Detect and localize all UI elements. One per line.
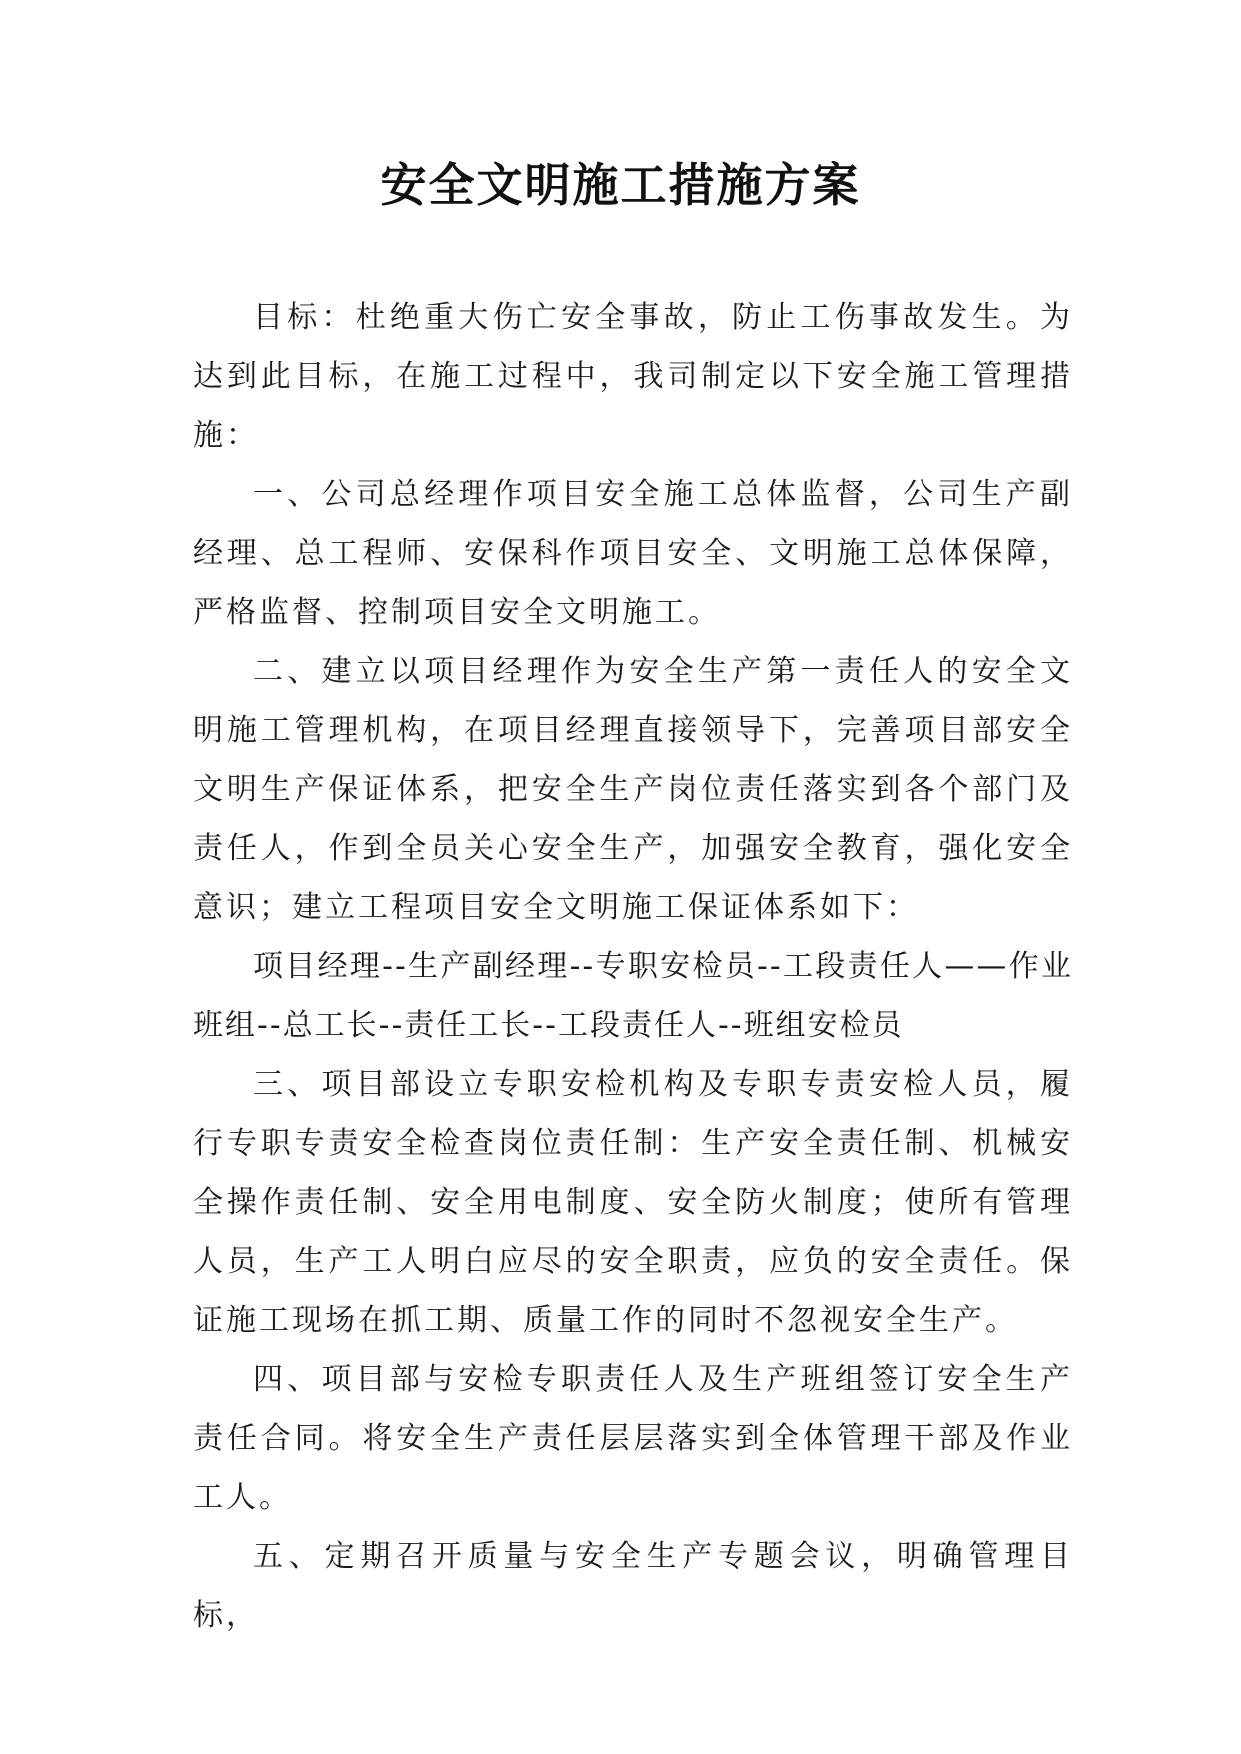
paragraph-item-2: 二、建立以项目经理作为安全生产第一责任人的安全文明施工管理机构，在项目经理直接领导下，完善项目部安全文明生产保证体系，把安全生产岗位责任落实到各个部门及责任人，作到全员关心安全生产，加强安全教育，强化安全意识；建立工程项目安全文明施工保证体系如下：	[193, 654, 1073, 925]
paragraph-responsibility-chain: 项目经理--生产副经理--专职安检员--工段责任人——作业班组--总工长--责任工长--工段责任人--班组安检员	[193, 949, 1073, 1043]
document-title: 安全文明施工措施方案	[380, 158, 861, 212]
paragraph-item-4: 四、项目部与安检专职责任人及生产班组签订安全生产责任合同。将安全生产责任层层落实到全体管理干部及作业工人。	[193, 1362, 1073, 1515]
document-body	[193, 288, 1073, 1645]
paragraph-item-1: 一、公司总经理作项目安全施工总体监督，公司生产副经理、总工程师、安保科作项目安全、文明施工总体保障，严格监督、控制项目安全文明施工。	[193, 477, 1073, 630]
paragraph-item-5: 五、定期召开质量与安全生产专题会议，明确管理目标，	[193, 1539, 1073, 1633]
paragraph-item-3: 三、项目部设立专职安检机构及专职专责安检人员，履行专职专责安全检查岗位责任制：生产安全责任制、机械安全操作责任制、安全用电制度、安全防火制度；使所有管理人员，生产工人明白应尽的安全职责，应负的安全责任。保证施工现场在抓工期、质量工作的同时不忽视安全生产。	[193, 1067, 1073, 1338]
paragraph-goal: 目标：杜绝重大伤亡安全事故，防止工伤事故发生。为达到此目标，在施工过程中，我司制定以下安全施工管理措施：	[193, 300, 1073, 453]
